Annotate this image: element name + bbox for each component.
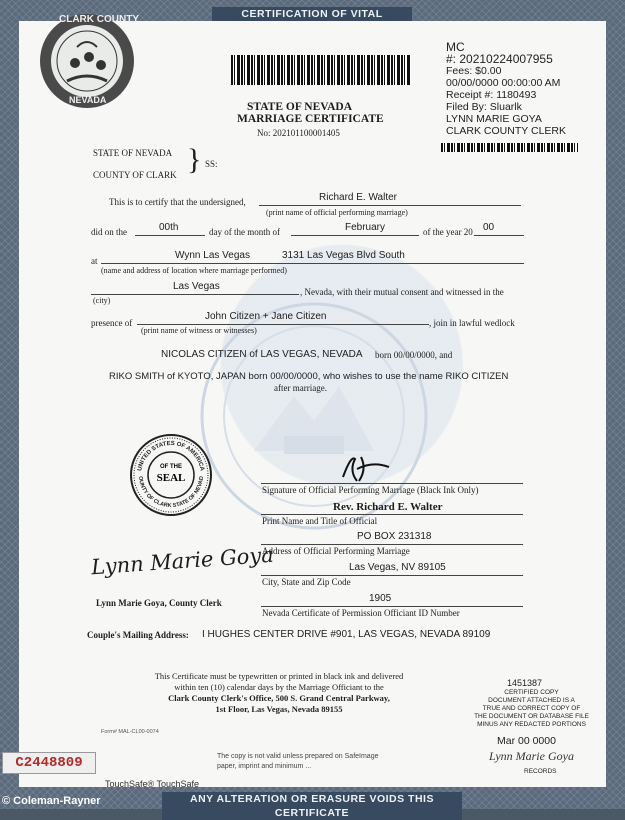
mailing-value: I HUGHES CENTER DRIVE #901, LAS VEGAS, NEVADA 89109 (202, 629, 491, 640)
city-value: Las Vegas (173, 281, 220, 292)
year-line (474, 235, 524, 236)
venue-ss: SS: (205, 159, 218, 169)
certificate-number: No: 202101100001405 (257, 128, 340, 138)
day-line (135, 235, 205, 236)
recording-mc: MC (446, 40, 465, 54)
recording-fees: Fees: $0.00 (446, 65, 502, 77)
party1-born: born 00/00/0000, and (375, 350, 453, 360)
wedlock-label: , join in lawful wedlock (429, 318, 515, 328)
certify-prefix: This is to certify that the undersigned, (109, 197, 246, 207)
day-value: 00th (159, 222, 179, 233)
month-line (291, 235, 419, 236)
officiant-address-caption: Address of Official Performing Marriage (262, 546, 410, 556)
year-prefix-label: of the year 20 (423, 227, 473, 237)
venue-brace: } (187, 143, 202, 176)
instruction-line: 1st Floor, Las Vegas, Nevada 89155 (215, 704, 343, 714)
certified-copy-line: CERTIFIED COPY (504, 689, 559, 696)
clerk-name-title: Lynn Marie Goya, County Clerk (96, 598, 222, 608)
day-of-month-label: day of the month of (209, 227, 280, 237)
recording-number: #: 20210224007955 (446, 52, 553, 66)
watermark-seal-icon (199, 301, 429, 531)
officiant-address-value: PO BOX 231318 (357, 531, 432, 542)
form-number: Form# MAL-CL00-0074 (101, 729, 159, 735)
certified-copy-line: TRUE AND CORRECT COPY OF (482, 705, 581, 712)
party2-after: after marriage. (274, 383, 327, 393)
instructions-block (129, 671, 429, 715)
us-seal-center: SEAL (156, 472, 186, 484)
void-notice-line2: paper, imprint and minimum ... (217, 763, 312, 770)
location-name-value: Wynn Las Vegas (175, 250, 250, 261)
recording-clerk-title: CLARK COUNTY CLERK (446, 125, 567, 137)
month-value: February (345, 222, 386, 233)
city-state-zip-line (261, 575, 523, 576)
location-line (101, 263, 524, 264)
recording-filed-by: Filed By: Sluarlk (446, 101, 522, 113)
presence-prefix: presence of (91, 318, 133, 328)
state-title: STATE OF NEVADA (247, 101, 353, 113)
city-state-zip-caption: City, State and Zip Code (262, 577, 351, 587)
certified-copy-line: DOCUMENT ATTACHED IS A (488, 697, 575, 704)
clerk-signature: Lynn Marie Goya (90, 542, 275, 580)
instruction-line: Clark County Clerk's Office, 500 S. Grand Central Parkway, (168, 693, 390, 703)
party1-name: NICOLAS CITIZEN of LAS VEGAS, NEVADA (161, 349, 363, 360)
witnesses-value: John Citizen + Jane Citizen (205, 311, 327, 322)
recording-clerk-name: LYNN MARIE GOYA (446, 113, 542, 125)
serial-number: C2448809 (2, 752, 96, 774)
clark-seal-text-top: CLARK COUNTY (59, 14, 139, 25)
mailing-label: Couple's Mailing Address: (87, 630, 189, 640)
print-name-line (261, 514, 523, 515)
venue-state: STATE OF NEVADA (93, 148, 173, 158)
witnesses-caption: (print name of witness or witnesses) (141, 326, 257, 335)
certified-copy-line: THE DOCUMENT OR DATABASE FILE (474, 713, 589, 720)
void-notice-line1: The copy is not valid unless prepared on SafeImage (217, 753, 379, 760)
touchsafe-label: TouchSafe® TouchSafe (105, 779, 200, 789)
barcode-top (231, 55, 411, 85)
instruction-line: within ten (10) calendar days by the Marriage Officiant to the (174, 682, 384, 692)
city-caption: (city) (93, 296, 111, 305)
year-value: 00 (483, 222, 495, 233)
print-name-caption: Print Name and Title of Official (262, 516, 378, 526)
instruction-line: This Certificate must be typewritten or printed in black ink and delivered (154, 671, 404, 681)
certified-copy-footer: RECORDS (524, 768, 557, 775)
officiant-name-value: Richard E. Walter (319, 192, 397, 203)
print-name-value: Rev. Richard E. Walter (333, 501, 443, 513)
photo-credit: © Coleman-Rayner (2, 795, 101, 807)
officiant-signature-icon (337, 451, 397, 485)
county-seal-icon (129, 433, 213, 517)
location-caption: (name and address of location where marriage performed) (101, 266, 287, 275)
clark-seal-text-bottom: NEVADA (69, 95, 107, 105)
certified-copy-signature: Lynn Marie Goya (489, 749, 574, 763)
bottom-banner: ANY ALTERATION OR ERASURE VOIDS THIS CERTIFICATE (162, 792, 462, 820)
officiant-name-line (259, 205, 521, 206)
permit-id-line (261, 606, 523, 607)
signature-caption: Signature of Official Performing Marriage (Black Ink Only) (262, 485, 479, 495)
recording-receipt: Receipt #: 1180493 (446, 89, 537, 101)
party2-line: RIKO SMITH of KYOTO, JAPAN born 00/00/0000, who wishes to use the name RIKO CITIZEN (109, 371, 509, 382)
venue-county: COUNTY OF CLARK (93, 170, 177, 180)
us-seal-ring-top: UNITED STATES OF AMERICA (137, 440, 205, 472)
signature-line (261, 483, 523, 484)
city-state-zip-value: Las Vegas, NV 89105 (349, 562, 446, 573)
us-seal-ring-bottom: OUNTY OF CLARK STATE OF NEVAD (136, 475, 206, 510)
permit-id-value: 1905 (369, 593, 392, 604)
us-seal-inner-top: OF THE (160, 464, 182, 470)
witnesses-line (137, 324, 429, 325)
barcode-right (441, 143, 578, 152)
city-line (91, 294, 299, 295)
at-label: at (91, 256, 98, 266)
recording-date: 00/00/0000 00:00:00 AM (446, 77, 561, 89)
certified-copy-block (469, 689, 594, 729)
certified-copy-number: 1451387 (507, 678, 543, 688)
certificate-title: MARRIAGE CERTIFICATE (237, 113, 384, 125)
permit-id-caption: Nevada Certificate of Permission Officiant ID Number (262, 608, 460, 618)
top-banner: CERTIFICATION OF VITAL (212, 7, 412, 35)
location-address-value: 3131 Las Vegas Blvd South (282, 250, 405, 261)
certified-copy-line: MINUS ANY REDACTED PORTIONS (477, 721, 586, 728)
certified-copy-date: Mar 00 0000 (497, 735, 556, 747)
officiant-address-line (261, 544, 523, 545)
city-suffix: , Nevada, with their mutual consent and witnessed in the (300, 287, 504, 297)
did-on-label: did on the (91, 227, 127, 237)
officiant-name-caption: (print name of official performing marriage) (266, 208, 408, 217)
recording-info (446, 41, 566, 137)
